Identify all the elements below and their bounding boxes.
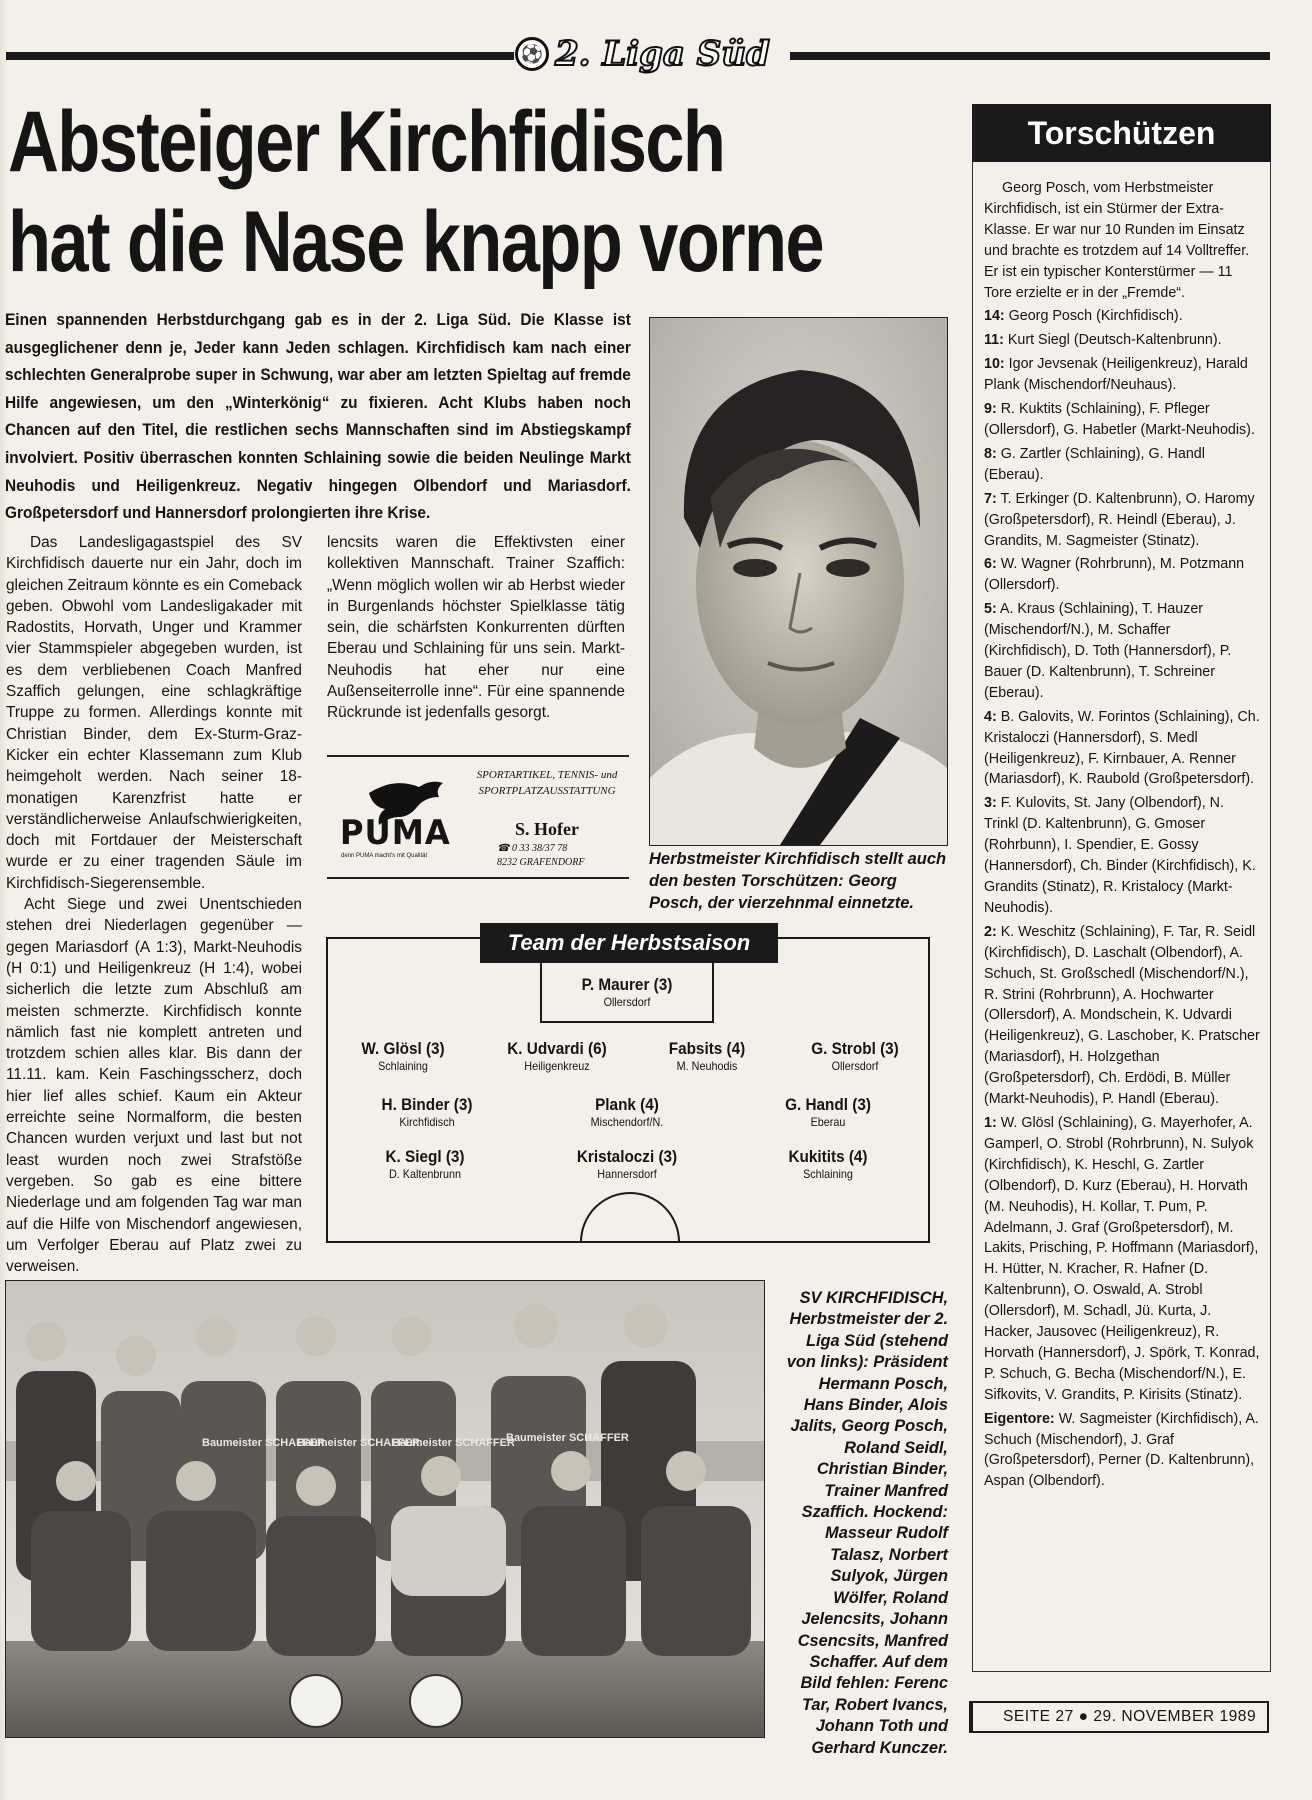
scorer-names: T. Erkinger (D. Kaltenbrunn), O. Haromy (Großpetersdorf), R. Heindl (Eberau), J. Grandits, M. Sagmeister (Stinatz). — [984, 490, 1255, 549]
player-club: Mischendorf/N. — [590, 1115, 664, 1129]
issue-date: 29. NOVEMBER 1989 — [1093, 1708, 1257, 1725]
goal-count: 8: — [984, 445, 997, 462]
team-player — [352, 1095, 502, 1130]
player-name: Fabsits (4) — [668, 1039, 746, 1058]
ad-name: S. Hofer — [515, 819, 579, 839]
scorers-list — [984, 178, 1260, 1495]
player-club: Heiligenkreuz — [524, 1059, 590, 1073]
team-photo-image — [6, 1281, 764, 1737]
portrait-caption: Herbstmeister Kirchfidisch stellt auch den besten Torschützen: Georg Posch, der vierzehnmal einnetzte. — [649, 850, 947, 912]
team-player — [753, 1147, 903, 1182]
section-label: 2. Liga Süd — [555, 34, 770, 74]
bullet-icon: ● — [1078, 1708, 1089, 1725]
goal-count: 10: — [984, 356, 1005, 373]
team-player — [753, 1095, 903, 1130]
scorer-entry — [984, 599, 1260, 704]
team-of-season-title: Team der Herbstsaison — [480, 923, 778, 963]
team-player — [328, 1039, 478, 1074]
puma-tagline: denn PUMA macht's mit Qualität — [341, 853, 428, 859]
scorer-entry — [984, 306, 1260, 327]
player-name: G. Strobl (3) — [811, 1039, 899, 1058]
jersey-text: Baumeister SCHAFFER — [392, 1437, 515, 1449]
jersey-text: Baumeister SCHAFFER — [506, 1432, 629, 1444]
team-player — [482, 1039, 632, 1074]
scorer-names: G. Zartler (Schlaining), G. Handl (Eberau). — [984, 445, 1205, 483]
player-name: H. Binder (3) — [381, 1095, 473, 1114]
player-name: Plank (4) — [595, 1095, 659, 1114]
goal-count: 3: — [984, 795, 997, 812]
team-player — [350, 1147, 500, 1182]
scorer-names: W. Glösl (Schlaining), G. Mayerhofer, A. Gamperl, O. Strobl (Rohrbrunn), N. Sulyok (Kirchfidisch), K. Heschl, G. Zartler (Olbendorf), D. Kurz (Eberau), H. Horvath (M. Neuhodis), H. Kollar, T. Pum, P. Adelmann, J. Graf (Großpetersdorf), M. Lakits, Prisching, P. Hoffmann (Mariasdorf), H. Hütter, N. Kracher, R. Hafner (D. Kaltenbrunn), O. Oswald, A. Strobl (Ollersdorf), M. Schadl, Jü. Kurta, J. Hacker, Jausovec (Heiligenkreuz), R. Horvath (Hannersdorf), J. Spörk, T. Konrad, P. Schuch, G. Becha (Mischendorf/N.), E. Sifkovits, V. Grandits, P. Kirisits (Stinatz). — [984, 1114, 1260, 1403]
player-club: Schlaining — [378, 1059, 428, 1073]
body-column-2 — [327, 532, 625, 724]
goal-count: Eigentore: — [984, 1410, 1055, 1427]
scorers-title: Torschützen — [972, 104, 1271, 162]
goal-count: 1: — [984, 1114, 997, 1131]
player-club: Ollersdorf — [603, 995, 651, 1009]
team-player — [552, 1147, 702, 1182]
scorer-entry — [984, 399, 1260, 441]
body-paragraph: Das Landesligagastspiel des SV Kirchfidisch dauerte nur ein Jahr, doch im gleichen Zeitraum könnte es ein Comeback geben. Obwohl vom Landesligakader mit Radostits, Horvath, Unger und Krammer vier Stammspieler abgegeben wurden, ist es dem verbliebenen Coach Manfred Szaffich gelungen, eine schlagkräftige Truppe zu formen. Allerdings konnte mit Christian Binder, dem Ex-Sturm-Graz-Kicker ein echter Klassemann zum Klub heimgeholt werden. Nach seiner 18-monatigen Karenzfrist hatte er verständlicherweise Anlaufschwierigkeiten, doch mit Fortdauer der Meisterschaft wurde er zu einer tragenden Säule im Kirchfidisch-Siegerensemble. — [6, 534, 302, 892]
player-club: Schlaining — [803, 1167, 853, 1181]
ad-phone-row — [497, 843, 567, 854]
player-name: K. Udvardi (6) — [507, 1039, 607, 1058]
player-name: K. Siegl (3) — [385, 1147, 465, 1166]
soccer-ball-icon: ⚽ — [515, 37, 549, 71]
puma-advertisement — [327, 755, 629, 879]
goal-count: 5: — [984, 601, 997, 618]
scorer-names: W. Sagmeister (Kirchfidisch), A. Schuch (Mischendorf), J. Graf (Großpetersdorf), Perner (D. Kaltenbrunn), Aspan (Olbendorf). — [984, 1410, 1259, 1490]
scorer-names: F. Kulovits, St. Jany (Olbendorf), N. Trinkl (D. Kaltenbrunn), G. Gmoser (Rohrbunn), I. Spendier, E. Gossy (Hannersdorf), Ch. Binder (Kirchfidisch), K. Grandits (Stinatz), R. Kristalocy (Markt-Neuhodis). — [984, 795, 1256, 916]
headline — [8, 92, 823, 292]
team-player — [632, 1039, 782, 1074]
player-club: Hannersdorf — [597, 1167, 657, 1181]
scorer-entry — [984, 1113, 1260, 1406]
scorer-entry — [984, 444, 1260, 486]
page-footer — [969, 1701, 1269, 1733]
puma-brand: PUMA — [339, 813, 451, 853]
scorer-names: R. Kuktits (Schlaining), F. Pfleger (Ollersdorf), G. Habetler (Markt-Neuhodis). — [984, 401, 1255, 438]
team-player — [552, 975, 702, 1010]
header-rule-right — [790, 52, 1270, 60]
goal-count: 2: — [984, 923, 997, 940]
scorer-entry — [984, 793, 1260, 918]
player-club: Kirchfidisch — [399, 1115, 455, 1129]
ad-services: SPORTARTIKEL, TENNIS- und SPORTPLATZAUSSTATTUNG — [476, 769, 618, 797]
team-player — [552, 1095, 702, 1130]
player-name: W. Glösl (3) — [361, 1039, 445, 1058]
scorer-entry — [984, 1409, 1260, 1493]
headline-line-2: hat die Nase knapp vorne — [8, 194, 823, 290]
ad-address: 8232 GRAFENDORF — [497, 857, 585, 868]
phone-icon: ☎ — [497, 843, 510, 854]
scorers-intro: Georg Posch, vom Herbstmeister Kirchfidisch, ist ein Stürmer der Extra-Klasse. Er war nur 10 Runden im Einsatz und brachte es trotzdem auf 14 Volltreffer. Er ist ein typischer Konterstürmer — 11 Tore erzielte er in der „Fremde“. — [984, 180, 1250, 301]
player-club: M. Neuhodis — [676, 1059, 738, 1073]
scorer-names: Igor Jevsenak (Heiligenkreuz), Harald Plank (Mischendorf/Neuhaus). — [984, 356, 1248, 394]
headline-line-1: Absteiger Kirchfidisch — [8, 94, 725, 190]
team-photo-sv-kirchfidisch — [5, 1280, 765, 1738]
goal-count: 11: — [984, 332, 1004, 349]
scorer-entry — [984, 707, 1260, 791]
scorer-names: K. Weschitz (Schlaining), F. Tar, R. Seidl (Kirchfidisch), D. Laschalt (Olbendorf), A. Schuch, St. Großschedl (Mischendorf/N.), R. Strini (Rohrbrunn), A. Hochwarter (Ollersdorf), A. Mondschein, K. Udvardi (Heiligenkreuz), G. Laschober, K. Pratscher (Mariasdorf), H. Holzgethan (Großpetersdorf), Ch. Erdödi, B. Müller (Markt-Neuhodis), P. Handl (Eberau). — [984, 923, 1260, 1108]
jersey-text: Baumeister SCHAFFER — [202, 1437, 325, 1449]
scorer-entry — [984, 354, 1260, 396]
player-name: G. Handl (3) — [785, 1095, 871, 1114]
player-club: D. Kaltenbrunn — [388, 1167, 462, 1181]
goal-count: 6: — [984, 556, 997, 573]
section-logo — [515, 34, 770, 74]
team-photo-caption: SV KIRCHFIDISCH, Herbstmeister der 2. Liga Süd (stehend von links): Präsident Hermann Posch, Hans Binder, Alois Jalits, Georg Posch, Roland Seidl, Christian Binder, Trainer Manfred Szaffich. Hockend: Masseur Rudolf Talasz, Norbert Sulyok, Jürgen Wölfer, Roland Jelencsits, Johann Csencsits, Manfred Schaffer. Auf dem Bild fehlen: Ferenc Tar, Robert Ivancs, Johann Toth und Gerhard Kunczer. — [786, 1289, 948, 1757]
body-paragraph: lencsits waren die Effektivsten einer kollektiven Mannschaft. Trainer Szaffich: „Wenn möglich wollen wir ab Herbst wieder in Burgenlands höchster Spielklasse tätig sein, die schärfsten Konkurrenten dürften Eberau und Schlaining für uns sein. Markt-Neuhodis hat eher nur eine Außenseiterrolle inne“. Für eine spannende Rückrunde ist jedenfalls gesorgt. — [327, 534, 625, 722]
player-club: Eberau — [810, 1115, 846, 1129]
player-club: Ollersdorf — [831, 1059, 879, 1073]
header-rule-left — [6, 52, 514, 60]
scorer-names: Georg Posch (Kirchfidisch). — [1008, 308, 1183, 325]
player-name: P. Maurer (3) — [581, 975, 673, 994]
player-name: Kristaloczi (3) — [576, 1147, 678, 1166]
team-player — [780, 1039, 930, 1074]
scorer-names: Kurt Siegl (Deutsch-Kaltenbrunn). — [1007, 332, 1222, 349]
ad-phone: 0 33 38/37 78 — [511, 843, 568, 854]
scorer-names: W. Wagner (Rohrbrunn), M. Potzmann (Ollersdorf). — [984, 556, 1245, 594]
scorer-names: A. Kraus (Schlaining), T. Hauzer (Mischendorf/N.), M. Schaffer (Kirchfidisch), D. Toth (Hannersdorf), P. Bauer (D. Kaltenbrunn), T. Schreiner (Eberau). — [984, 601, 1232, 701]
portrait-photo-georg-posch — [649, 317, 948, 846]
player-name: Kukitits (4) — [788, 1147, 868, 1166]
scorer-entry — [984, 489, 1260, 552]
goal-count: 4: — [984, 708, 997, 725]
portrait-image — [650, 318, 947, 845]
goal-count: 14: — [984, 308, 1005, 325]
scorer-entry — [984, 554, 1260, 596]
page-number: SEITE 27 — [1003, 1708, 1074, 1725]
goal-count: 9: — [984, 401, 997, 418]
scorer-entry — [984, 330, 1260, 351]
jersey-text: Baumeister SCHAFFER — [297, 1437, 420, 1449]
lead-paragraph: Einen spannenden Herbstdurchgang gab es in der 2. Liga Süd. Die Klasse ist ausgeglichener denn je, Jeder kann Jeden schlagen. Kirchfidisch kam nach einer schlechten Generalprobe super in Schwung, war aber am letzten Spieltag auf fremde Hilfe angewiesen, um den „Winterkönig“ zu fixieren. Acht Klubs haben noch Chancen auf den Titel, die restlichen sechs Mannschaften sind im Abstiegskampf involviert. Positiv überraschen konnten Schlaining sowie die beiden Neulinge Markt Neuhodis und Heiligenkreuz. Negativ hingegen Olbendorf und Mariasdorf. Großpetersdorf und Hannersdorf prolongierten ihre Krise. — [5, 310, 631, 523]
body-paragraph: Acht Siege und zwei Unentschieden stehen drei Niederlagen gegenüber — gegen Mariasdorf (A 1:3), Markt-Neuhodis (H 0:1) und Heiligenkreuz (H 1:4), wobei sicherlich die letzte zum Abschluß am meisten schmerzte. Kirchfidisch konnte nämlich fast nie komplett antreten und trotzdem schien alles klar. Bis dann der 11.11. kam. Kein Faschingsscherz, doch hier lief alles schief. Kaum ein Akteur erreichte seine Normalform, die besten Chancen wurden verjuxt und last but not least wurden noch zwei Strafstöße vergeben. So gab es eine bittere Niederlage und am folgenden Tag war man auf die Hilfe von Mischendorf angewiesen, um Verfolger Eberau auf Platz zwei zu verweisen. — [6, 896, 302, 1276]
goal-count: 7: — [984, 490, 997, 507]
scorer-names: B. Galovits, W. Forintos (Schlaining), Ch. Kristaloczi (Hannersdorf), S. Medl (Heiligenkreuz), F. Kirnbauer, A. Renner (Mariasdorf), K. Raubold (Großpetersdorf). — [984, 708, 1260, 788]
body-column-1 — [6, 532, 302, 1341]
scorer-entry — [984, 922, 1260, 1110]
